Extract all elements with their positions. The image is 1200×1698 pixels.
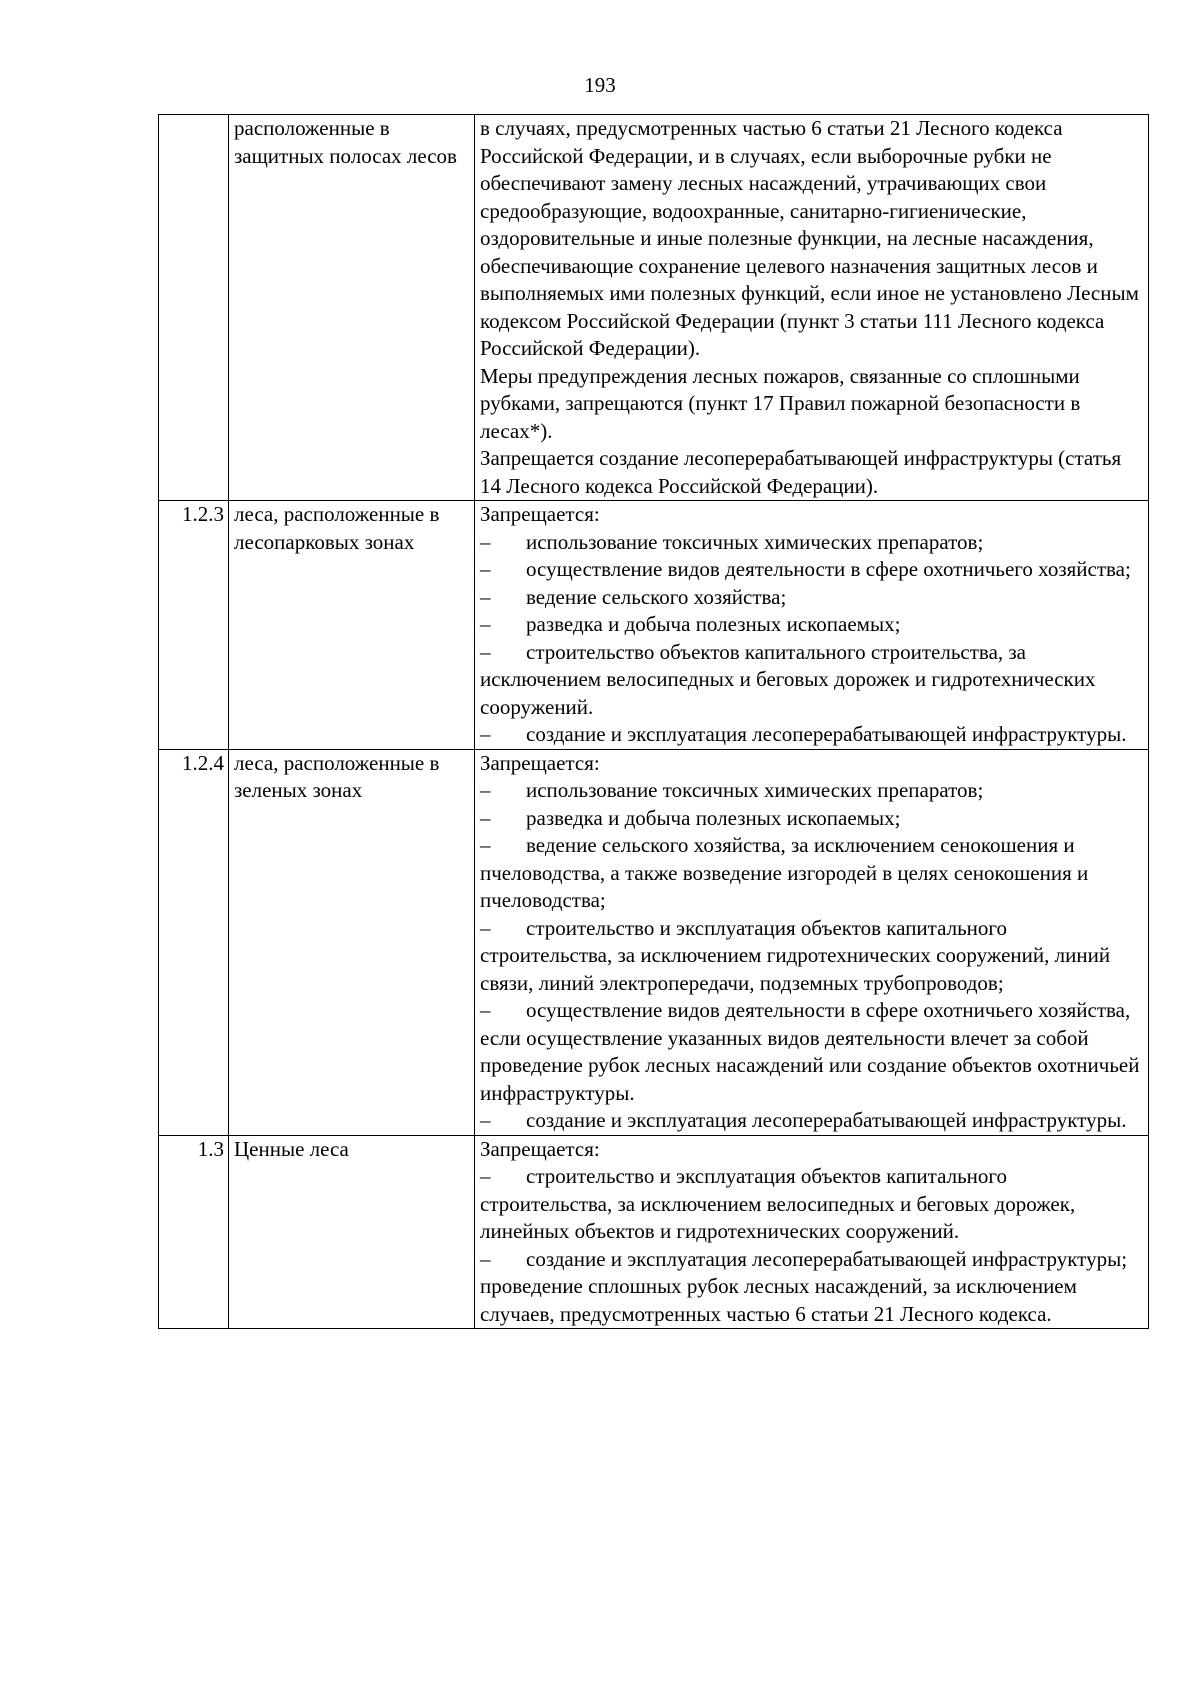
list-dash: – [480,557,491,581]
restriction-text: разведка и добыча полезных ископаемых; [526,612,901,636]
restriction-text: использование токсичных химических препаратов; [526,529,984,554]
restriction-item [480,1246,1144,1274]
restriction-item [480,611,1144,639]
restriction-item [480,639,1144,722]
list-dash: – [480,915,491,940]
restriction-text: Запрещается: [480,750,600,775]
restriction-text: строительство объектов капитального строительства, за исключением велосипедных и беговых дорожек и гидротехнических сооружений. [480,639,1096,719]
forest-category-cell: расположенные в защитных полосах лесов [229,115,475,501]
restriction-text: разведка и добыча полезных ископаемых; [526,805,901,830]
restriction-paragraph [480,1136,1144,1164]
forest-category-cell: Ценные леса [229,1135,475,1329]
restriction-item [480,805,1144,833]
restriction-item [480,584,1144,612]
list-dash: – [480,833,491,857]
restriction-item [480,1163,1144,1246]
restrictions-cell [475,115,1149,501]
restriction-text: создание и эксплуатация лесоперерабатывающей инфраструктуры. [526,1108,1127,1132]
list-dash: – [480,639,491,664]
restriction-paragraph [480,501,1144,529]
restriction-paragraph [480,445,1144,500]
list-dash: – [480,1246,491,1271]
restriction-text: в случаях, предусмотренных частью 6 статьи 21 Лесного кодекса Российской Федерации, и в случаях, если выборочные рубки не обеспечивают замену лесных насаждений, утрачивающих свои средообразующие, водоохранные, санитарно-гигиенические, оздоровительные и иные полезные функции, на лесные насаждения, обеспечивающие сохранение целевого назначения защитных лесов и выполняемых ими полезных функций, если иное не установлено Лесным кодексом Российской Федерации (пункт 3 статьи 111 Лесного кодекса Российской Федерации). [480,116,1139,360]
restriction-text: Меры предупреждения лесных пожаров, связанные со сплошными рубками, запрещаются (пункт 17 Правил пожарной безопасности в лесах*). [480,363,1081,443]
restrictions-cell [475,1135,1149,1329]
list-dash: – [480,805,491,830]
table-body [159,115,1149,1329]
restriction-text: строительство и эксплуатация объектов капитального строительства, за исключением гидротехнических сооружений, линий связи, линий электропередачи, подземных трубопроводов; [480,915,1111,995]
restriction-text: создание и эксплуатация лесоперерабатывающей инфраструктуры; [526,1246,1128,1271]
restriction-item [480,777,1144,805]
restriction-text: проведение сплошных рубок лесных насаждений, за исключением случаев, предусмотренных частью 6 статьи 21 Лесного кодекса. [480,1274,1077,1326]
list-dash: – [480,1108,491,1132]
restriction-text: осуществление видов деятельности в сфере охотничьего хозяйства; [526,557,1131,581]
list-dash: – [480,612,491,636]
table-row [159,749,1149,1135]
list-dash: – [480,1164,491,1188]
row-number-cell [159,115,229,501]
list-dash: – [480,584,491,609]
restriction-paragraph [480,363,1144,446]
restrictions-table [158,114,1149,1329]
restriction-item [480,915,1144,998]
list-dash: – [480,998,491,1022]
restriction-text: ведение сельского хозяйства; [526,584,787,609]
restriction-text: осуществление видов деятельности в сфере охотничьего хозяйства, если осуществление указанных видов деятельности влечет за собой проведение рубок лесных насаждений или создание объектов охотничьей инфраструктуры. [480,998,1140,1105]
restriction-text: ведение сельского хозяйства, за исключением сенокошения и пчеловодства, а также возведение изгородей в целях сенокошения и пчеловодства; [480,833,1089,912]
restriction-item [480,556,1144,584]
restriction-item [480,832,1144,915]
restriction-text: Запрещается: [480,502,600,526]
restriction-text: строительство и эксплуатация объектов капитального строительства, за исключением велосипедных и беговых дорожек, линейных объектов и гидротехнических сооружений. [480,1164,1076,1243]
forest-category-cell: леса, расположенные в лесопарковых зонах [229,501,475,750]
list-dash: – [480,778,491,802]
restrictions-cell [475,749,1149,1135]
restriction-item [480,997,1144,1107]
restriction-paragraph [480,1273,1144,1328]
restriction-paragraph [480,115,1144,363]
table-row [159,1135,1149,1329]
restriction-item [480,529,1144,557]
row-number-cell: 1.3 [159,1135,229,1329]
restriction-text: создание и эксплуатация лесоперерабатывающей инфраструктуры. [526,722,1127,746]
restriction-paragraph [480,750,1144,778]
list-dash: – [480,722,491,746]
table-row [159,115,1149,501]
restriction-text: Запрещается: [480,1136,600,1161]
list-dash: – [480,529,491,554]
restriction-item [480,721,1144,749]
row-number-cell: 1.2.4 [159,749,229,1135]
restrictions-cell [475,501,1149,750]
row-number-cell: 1.2.3 [159,501,229,750]
restriction-text: использование токсичных химических препаратов; [526,778,984,802]
forest-category-cell: леса, расположенные в зеленых зонах [229,749,475,1135]
page-number: 193 [584,73,616,97]
table-row [159,501,1149,750]
restriction-item [480,1107,1144,1135]
restriction-text: Запрещается создание лесоперерабатывающей инфраструктуры (статья 14 Лесного кодекса Российской Федерации). [480,446,1122,498]
